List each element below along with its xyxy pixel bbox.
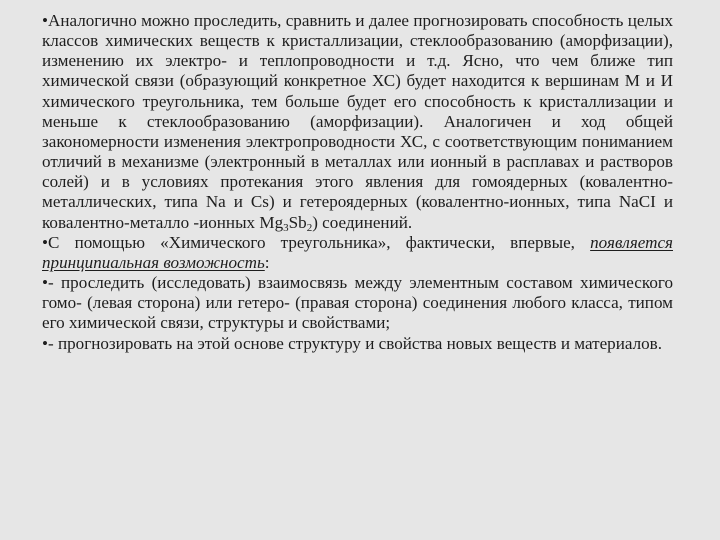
paragraph-trace xyxy=(42,273,673,333)
paragraph-triangle xyxy=(42,233,673,273)
subscript-2: 2 xyxy=(306,221,313,234)
bullet-point: • xyxy=(42,333,48,353)
paragraph-text-end: ) соединений. xyxy=(312,212,413,232)
paragraph-text: Аналогично можно проследить, сравнить и далее прогнозировать способность целых классов химических веществ к кристаллизации, стеклообразованию (аморфизации), изменению их электро- и теплопроводности и т.д. Ясно, что чем ближе тип химической связи (образующий конкретное ХС) будет находится к вершинам М и И химического треугольника, тем больше будет его способность к кристаллизации и меньше к стеклообразованию (аморфизации). Аналогичен и ход общей закономерности изменения электропроводности ХС, с соответствующим пониманием отличий в механизме (электронный в металлах или ионный в расплавах и растворов солей) и в условиях протекания этого явления для гомоядерных (ковалентно-металлических, типа Na и Cs) и гетероядерных (ковалентно-ионных, типа NaCI и ковалентно-металло -ионных Mg xyxy=(42,11,673,232)
emphasized-phrase: появляется принципиальная возможность xyxy=(42,232,673,272)
paragraph-text: С помощью «Химического треугольника», фактически, впервые, xyxy=(48,232,591,252)
paragraph-predict xyxy=(42,334,673,354)
paragraph-text: - прогнозировать на этой основе структуру и свойства новых веществ и материалов. xyxy=(48,333,663,353)
bullet-point: • xyxy=(42,232,48,252)
bullet-point: • xyxy=(42,11,48,30)
paragraph-text-sb: Sb xyxy=(288,212,307,232)
subscript-3: 3 xyxy=(283,221,289,234)
paragraph-text: - проследить (исследовать) взаимосвязь между элементным составом химического гомо- (левая сторона) или гетеро- (правая сторона) соединения любого класса, типом его химической связи, структуры и свойствами; xyxy=(42,273,673,333)
bullet-point: • xyxy=(42,273,48,293)
text-body xyxy=(42,11,673,354)
paragraph-tail: : xyxy=(264,252,270,272)
paragraph-analogous xyxy=(42,11,673,233)
